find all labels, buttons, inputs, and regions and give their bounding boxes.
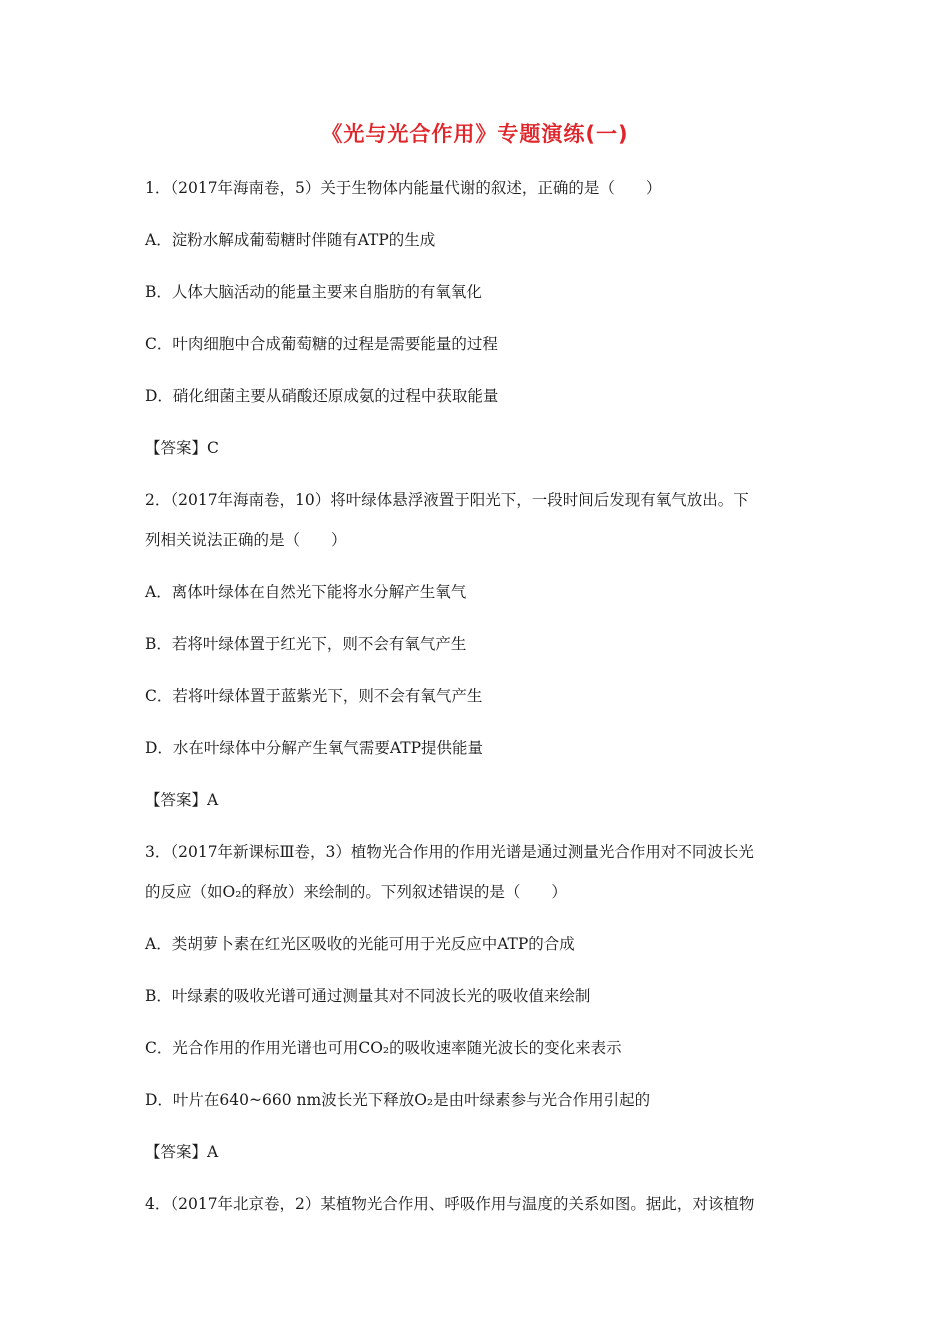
question-3-stem-line-2: 的反应（如O₂的释放）来绘制的。下列叙述错误的是（ ） [145,883,567,901]
question-2-option-b: B．若将叶绿体置于红光下，则不会有氧气产生 [145,635,467,653]
question-1-answer: 【答案】C [145,439,219,457]
question-2-option-a: A．离体叶绿体在自然光下能将水分解产生氧气 [145,583,467,601]
question-3-option-b: B．叶绿素的吸收光谱可通过测量其对不同波长光的吸收值来绘制 [145,987,591,1005]
page-title: 《光与光合作用》专题演练(一) [321,122,629,146]
question-1-option-b: B．人体大脑活动的能量主要来自脂肪的有氧氧化 [145,283,482,301]
question-1-option-c: C．叶肉细胞中合成葡萄糖的过程是需要能量的过程 [145,335,498,353]
question-2-stem-line-2: 列相关说法正确的是（ ） [145,531,347,549]
question-3-option-d: D．叶片在640~660 nm波长光下释放O₂是由叶绿素参与光合作用引起的 [145,1091,651,1109]
question-4-stem-line-1: 4．（2017年北京卷，2）某植物光合作用、呼吸作用与温度的关系如图。据此，对该植物 [145,1195,755,1213]
question-3-stem-line-1: 3．（2017年新课标Ⅲ卷，3）植物光合作用的作用光谱是通过测量光合作用对不同波长光 [145,843,754,861]
question-2-answer: 【答案】A [145,791,219,809]
question-2-option-c: C．若将叶绿体置于蓝紫光下，则不会有氧气产生 [145,687,483,705]
question-2-stem-line-1: 2．（2017年海南卷，10）将叶绿体悬浮液置于阳光下，一段时间后发现有氧气放出。下 [145,491,749,509]
question-3-option-a: A．类胡萝卜素在红光区吸收的光能可用于光反应中ATP的合成 [145,935,575,953]
question-1-stem: 1．（2017年海南卷，5）关于生物体内能量代谢的叙述，正确的是（ ） [145,179,662,197]
question-2-option-d: D．水在叶绿体中分解产生氧气需要ATP提供能量 [145,739,484,757]
question-3-option-c: C．光合作用的作用光谱也可用CO₂的吸收速率随光波长的变化来表示 [145,1039,622,1057]
question-3-answer: 【答案】A [145,1143,219,1161]
question-1-option-d: D．硝化细菌主要从硝酸还原成氨的过程中获取能量 [145,387,499,405]
question-1-option-a: A．淀粉水解成葡萄糖时伴随有ATP的生成 [145,231,436,249]
